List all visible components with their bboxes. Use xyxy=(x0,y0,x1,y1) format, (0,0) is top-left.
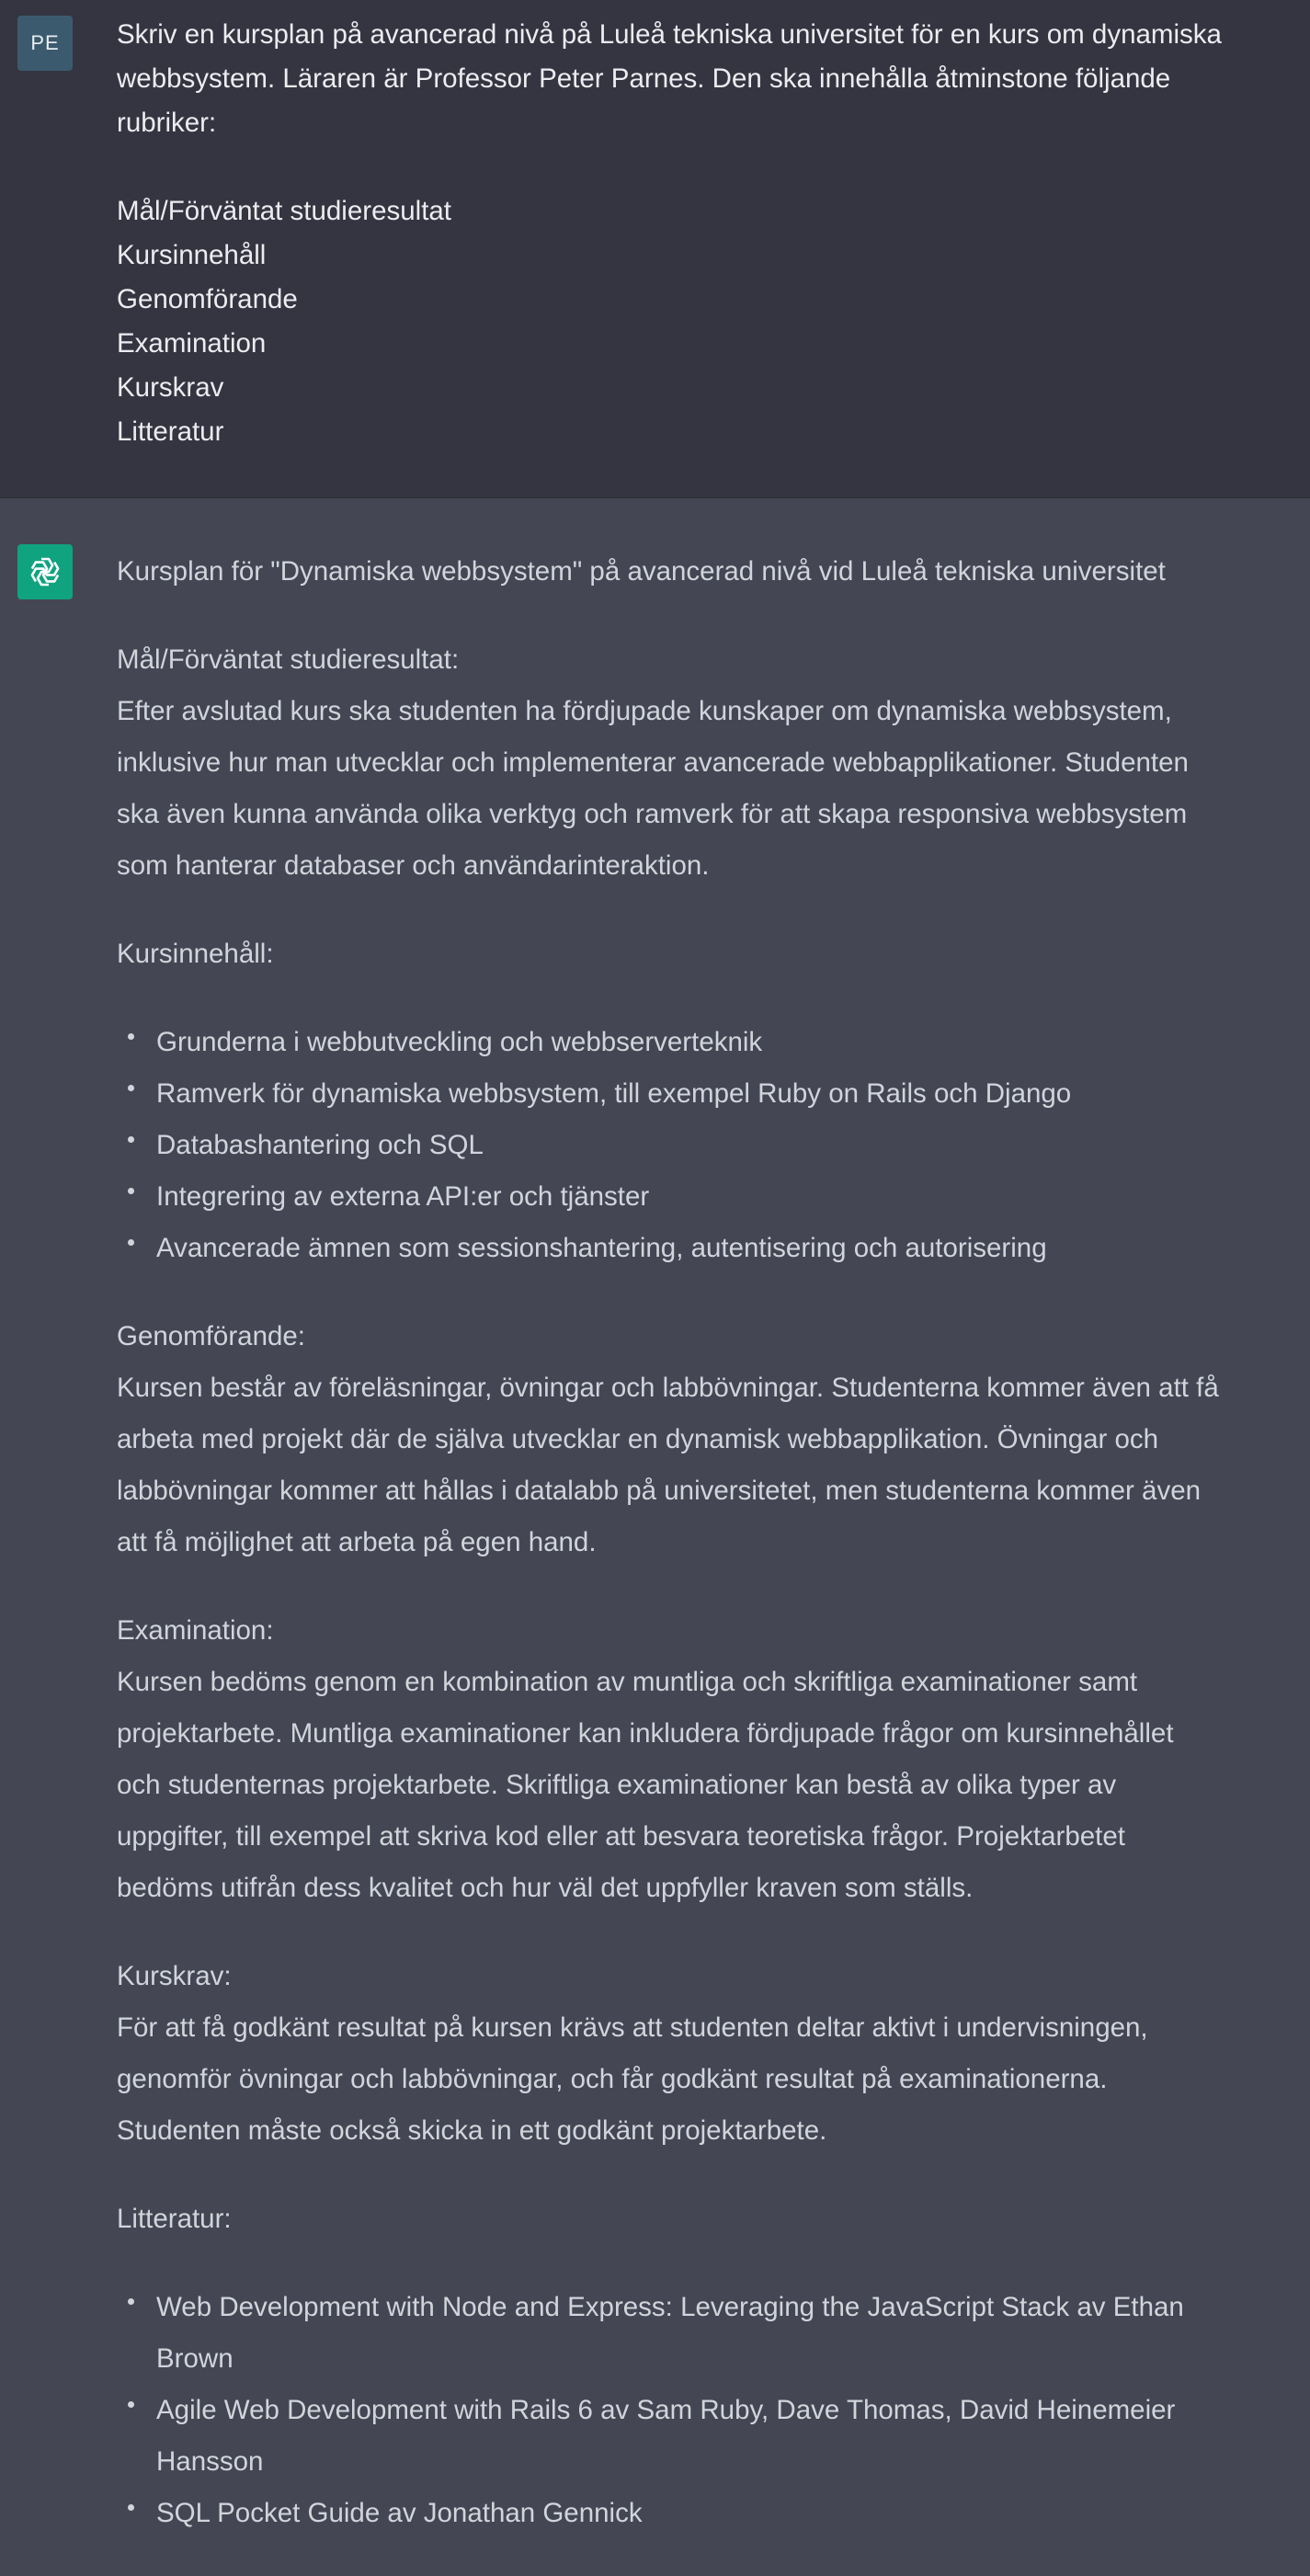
section-heading: Mål/Förväntat studieresultat: xyxy=(117,644,460,675)
bullet-icon xyxy=(128,1136,134,1143)
section-heading: Kurskrav: xyxy=(117,1961,232,1991)
assistant-avatar xyxy=(17,544,73,599)
list-item: Agile Web Development with Rails 6 av Sam Ruby, Dave Thomas, David Heinemeier Hansson xyxy=(117,2385,1310,2488)
user-message xyxy=(0,0,1310,498)
openai-logo-icon xyxy=(27,553,63,590)
course-content-list xyxy=(117,1017,1310,1274)
goals-section xyxy=(117,634,1310,892)
paragraph-line: som hanterar databaser och användarinteraktion. xyxy=(117,850,710,881)
paragraph-line: bedöms utifrån dess kvalitet och hur väl det uppfyller kraven som ställs. xyxy=(117,1873,974,1903)
list-item: Avancerade ämnen som sessionshantering, autentisering och autorisering xyxy=(117,1223,1310,1274)
bullet-icon xyxy=(128,2504,134,2511)
list-item: Databashantering och SQL xyxy=(117,1120,1310,1171)
prompt-heading-item: Kurskrav xyxy=(117,372,224,403)
prompt-heading-item: Examination xyxy=(117,328,267,359)
paragraph-line: att få möjlighet att arbeta på egen hand. xyxy=(117,1527,597,1557)
examination-section xyxy=(117,1605,1310,1914)
section-heading: Kursinnehåll: xyxy=(117,939,274,969)
paragraph-line: och studenternas projektarbete. Skriftliga examinationer kan bestå av olika typer av xyxy=(117,1770,1117,1800)
paragraph-line: labbövningar kommer att hållas i datalabb på universitetet, men studenterna kommer även xyxy=(117,1476,1202,1506)
bullet-icon xyxy=(128,1188,134,1194)
bullet-icon xyxy=(128,1085,134,1091)
assistant-response-text xyxy=(117,546,1310,2576)
paragraph-line: uppgifter, till exempel att skriva kod eller att besvara teoretiska frågor. Projektarbetet xyxy=(117,1821,1125,1852)
section-heading: Genomförande: xyxy=(117,1321,305,1351)
prompt-heading-item: Kursinnehåll xyxy=(117,240,267,270)
prompt-heading-item: Litteratur xyxy=(117,416,224,447)
prompt-line: Skriv en kursplan på avancerad nivå på Luleå tekniska universitet för en kurs om dynamiska xyxy=(117,19,1222,50)
list-item: Grunderna i webbutveckling och webbserverteknik xyxy=(117,1017,1310,1068)
literature-list xyxy=(117,2282,1310,2539)
paragraph-line: Kursen bedöms genom en kombination av muntliga och skriftliga examinationer samt xyxy=(117,1667,1138,1697)
paragraph-line: projektarbete. Muntliga examinationer kan inkludera fördjupade frågor om kursinnehållet xyxy=(117,1718,1174,1749)
paragraph-line: Kursen består av föreläsningar, övningar och labbövningar. Studenterna kommer även att få xyxy=(117,1373,1219,1403)
delivery-section xyxy=(117,1311,1310,1568)
requirements-section xyxy=(117,1951,1310,2157)
list-item: Ramverk för dynamiska webbsystem, till exempel Ruby on Rails och Django xyxy=(117,1068,1310,1120)
list-item: Web Development with Node and Express: Leveraging the JavaScript Stack av Ethan Brown xyxy=(117,2282,1310,2385)
paragraph-line: För att få godkänt resultat på kursen krävs att studenten deltar aktivt i undervisningen, xyxy=(117,2012,1148,2043)
paragraph-line: inklusive hur man utvecklar och implementerar avancerade webbapplikationer. Studenten xyxy=(117,747,1189,778)
bullet-icon xyxy=(128,1239,134,1246)
paragraph-line: Efter avslutad kurs ska studenten ha fördjupade kunskaper om dynamiska webbsystem, xyxy=(117,696,1172,726)
section-heading: Litteratur: xyxy=(117,2204,232,2234)
paragraph-line: arbeta med projekt där de själva utvecklar en dynamisk webbapplikation. Övningar och xyxy=(117,1424,1159,1454)
paragraph-line: genomför övningar och labbövningar, och får godkänt resultat på examinationerna. xyxy=(117,2064,1108,2094)
prompt-line: rubriker: xyxy=(117,108,217,138)
list-item: SQL Pocket Guide av Jonathan Gennick xyxy=(117,2488,1310,2539)
user-prompt-text xyxy=(117,13,1303,454)
response-title: Kursplan för "Dynamiska webbsystem" på avancerad nivå vid Luleå tekniska universitet xyxy=(117,556,1166,587)
section-heading: Examination: xyxy=(117,1615,274,1646)
bullet-icon xyxy=(128,2401,134,2408)
bullet-icon xyxy=(128,2298,134,2305)
prompt-line: webbsystem. Läraren är Professor Peter Parnes. Den ska innehålla åtminstone följande xyxy=(117,63,1171,94)
prompt-heading-item: Genomförande xyxy=(117,284,298,314)
paragraph-line: ska även kunna använda olika verktyg och ramverk för att skapa responsiva webbsystem xyxy=(117,799,1188,829)
user-avatar: PE xyxy=(17,16,73,71)
paragraph-line: Studenten måste också skicka in ett godkänt projektarbete. xyxy=(117,2115,827,2146)
list-item: Integrering av externa API:er och tjänster xyxy=(117,1171,1310,1223)
prompt-heading-item: Mål/Förväntat studieresultat xyxy=(117,196,451,226)
bullet-icon xyxy=(128,1033,134,1040)
